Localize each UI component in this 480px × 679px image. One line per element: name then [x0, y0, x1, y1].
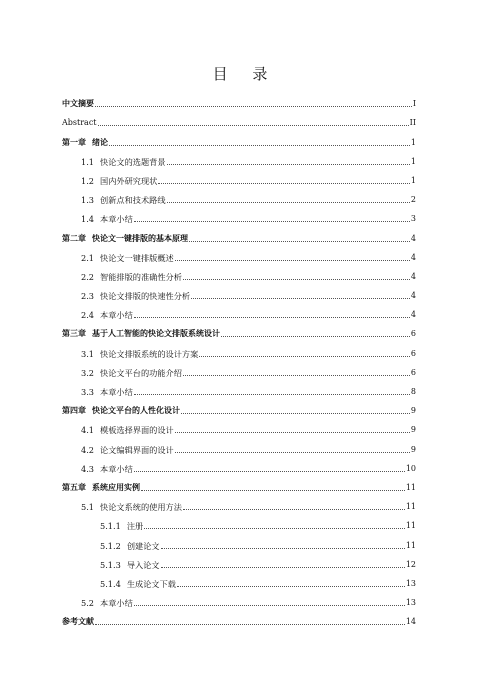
table-of-contents: [62, 90, 416, 627]
dot-leader: [109, 145, 410, 146]
toc-entry[interactable]: [62, 244, 416, 263]
dot-leader: [175, 452, 410, 453]
toc-entry-label: 创建论文: [126, 540, 160, 551]
toc-entry-label: 国内外研究现状: [100, 175, 158, 186]
toc-entry-label: 快论文排版系统的设计方案: [100, 348, 199, 359]
toc-entry[interactable]: [62, 435, 416, 454]
toc-entry-label: 快论文排版的快速性分析: [100, 291, 191, 302]
dot-leader: [183, 279, 410, 280]
toc-entry-label: 导入论文: [126, 559, 160, 570]
toc-entry-label: 论文编辑界面的设计: [100, 444, 174, 455]
toc-entry-page-number: 14: [405, 617, 416, 627]
toc-entry-number: 5.1.3: [100, 559, 121, 570]
dot-leader: [175, 432, 410, 433]
toc-entry[interactable]: [62, 282, 416, 301]
toc-entry[interactable]: [62, 608, 416, 627]
toc-entry-label: 绪论: [92, 137, 108, 147]
toc-entry-page-number: 11: [405, 521, 416, 531]
toc-entry-label: 快论文平台的功能介绍: [100, 367, 182, 378]
toc-entry-number: 5.1.1: [100, 521, 121, 532]
dot-leader: [221, 336, 410, 337]
toc-entry[interactable]: [62, 167, 416, 186]
toc-entry-label: 本章小结: [100, 387, 133, 397]
dot-leader: [134, 605, 405, 606]
toc-entry-label: 注册: [126, 521, 144, 532]
toc-entry-label: 本章小结: [100, 310, 133, 321]
toc-entry-page-number: 4: [410, 291, 416, 301]
toc-entry-number: 1.2: [81, 175, 95, 186]
dot-leader: [134, 221, 410, 222]
dot-leader: [95, 106, 412, 107]
toc-entry-page-number: 6: [410, 348, 416, 358]
toc-entry-page-number: 9: [410, 444, 416, 454]
toc-entry[interactable]: [62, 474, 416, 493]
toc-entry-label: 生成论文下载: [126, 578, 176, 589]
toc-entry-page-number: 11: [405, 502, 416, 512]
toc-entry-number: 3.2: [81, 367, 95, 378]
toc-entry[interactable]: [62, 455, 416, 474]
toc-entry-label: 创新点和技术路线: [100, 195, 166, 206]
toc-entry[interactable]: [62, 186, 416, 205]
dot-leader: [167, 164, 410, 165]
toc-entry-label: 本章小结: [100, 463, 133, 474]
dot-leader: [177, 586, 405, 587]
toc-entry-number: 第三章: [62, 329, 86, 339]
toc-entry-number: 4.2: [81, 444, 95, 455]
toc-entry-label: 快论文平台的人性化设计: [92, 406, 180, 416]
toc-entry-number: 5.1.4: [100, 578, 121, 589]
toc-entry-page-number: 9: [410, 425, 416, 435]
dot-leader: [183, 509, 405, 510]
toc-entry-number: 2.2: [81, 271, 95, 282]
toc-entry[interactable]: [62, 512, 416, 531]
dot-leader: [141, 490, 405, 491]
dot-leader: [158, 183, 410, 184]
toc-entry[interactable]: [62, 224, 416, 243]
toc-entry-page-number: 4: [410, 271, 416, 281]
toc-entry-page-number: 13: [405, 598, 416, 608]
toc-entry-label: 快论文一键排版概述: [100, 252, 174, 263]
dot-leader: [181, 413, 410, 414]
toc-entry-page-number: 8: [410, 387, 416, 396]
dot-leader: [167, 202, 410, 203]
toc-entry-number: 1.1: [81, 156, 95, 167]
dot-leader: [175, 260, 410, 261]
toc-entry[interactable]: [62, 359, 416, 378]
toc-entry-label: Abstract: [62, 118, 97, 128]
toc-entry-page-number: 9: [410, 406, 416, 416]
toc-entry[interactable]: [62, 320, 416, 339]
toc-entry[interactable]: [62, 531, 416, 550]
toc-entry[interactable]: [62, 205, 416, 224]
toc-entry[interactable]: [62, 109, 416, 128]
toc-entry-number: 1.4: [81, 214, 95, 225]
toc-entry-label: 快论文一键排版的基本原理: [92, 233, 188, 243]
toc-entry-page-number: 6: [410, 329, 416, 339]
toc-entry-number: 3.1: [81, 348, 95, 359]
toc-entry-number: 5.1: [81, 502, 95, 513]
toc-entry-number: 4.1: [81, 425, 95, 436]
toc-entry-label: 智能排版的准确性分析: [100, 271, 182, 282]
toc-entry-label: 系统应用实例: [92, 482, 140, 492]
dot-leader: [183, 375, 410, 376]
dot-leader: [134, 471, 405, 472]
dot-leader: [134, 394, 410, 395]
dot-leader: [144, 528, 405, 529]
toc-entry[interactable]: [62, 301, 416, 320]
dot-leader: [161, 567, 405, 568]
toc-title: 目 录: [212, 65, 278, 83]
toc-entry-page-number: II: [409, 118, 416, 128]
toc-entry-label: 本章小结: [100, 214, 133, 225]
toc-entry[interactable]: [62, 378, 416, 397]
toc-entry-page-number: 12: [405, 559, 416, 569]
toc-entry-number: 5.2: [81, 598, 95, 609]
dot-leader: [134, 317, 410, 318]
dot-leader: [199, 356, 410, 357]
toc-entry-number: 3.3: [81, 387, 95, 397]
toc-entry-page-number: 4: [410, 252, 416, 262]
toc-entry-number: 2.4: [81, 310, 95, 321]
toc-entry[interactable]: [62, 90, 416, 109]
dot-leader: [189, 241, 410, 242]
toc-entry-label: 模板选择界面的设计: [100, 425, 174, 436]
toc-entry-number: 1.3: [81, 195, 95, 206]
toc-entry[interactable]: [62, 416, 416, 435]
toc-entry-page-number: 11: [405, 482, 416, 492]
toc-entry-number: 第五章: [62, 482, 86, 492]
toc-entry-label: 本章小结: [100, 598, 133, 609]
toc-entry[interactable]: [62, 148, 416, 167]
toc-entry[interactable]: [62, 493, 416, 512]
toc-entry-number: 5.1.2: [100, 540, 121, 551]
toc-entry[interactable]: [62, 570, 416, 589]
dot-leader: [98, 125, 409, 126]
dot-leader: [191, 298, 410, 299]
toc-entry-page-number: 4: [410, 233, 416, 243]
toc-entry-label: 参考文献: [62, 617, 94, 627]
toc-entry-label: 快论文系统的使用方法: [100, 502, 182, 513]
dot-leader: [161, 548, 405, 549]
toc-entry-page-number: 2: [410, 195, 416, 205]
toc-entry-page-number: 10: [405, 463, 416, 473]
toc-entry-number: 4.3: [81, 463, 95, 474]
toc-entry-number: 第四章: [62, 406, 86, 416]
toc-entry[interactable]: [62, 551, 416, 570]
toc-entry-page-number: 1: [410, 156, 416, 166]
dot-leader: [95, 624, 405, 625]
toc-entry-page-number: 4: [410, 310, 416, 320]
toc-entry-page-number: 1: [410, 137, 416, 147]
toc-entry-page-number: 11: [405, 540, 416, 550]
toc-entry-page-number: 6: [410, 367, 416, 377]
toc-entry-page-number: I: [412, 99, 416, 109]
toc-entry-page-number: 3: [410, 214, 416, 224]
toc-entry[interactable]: [62, 589, 416, 608]
toc-entry-label: 中文摘要: [62, 99, 94, 109]
toc-entry-label: 快论文的选题背景: [100, 156, 166, 167]
toc-entry-page-number: 1: [410, 175, 416, 185]
toc-entry-number: 2.3: [81, 291, 95, 302]
toc-entry[interactable]: [62, 263, 416, 282]
toc-entry[interactable]: [62, 128, 416, 147]
toc-entry-label: 基于人工智能的快论文排版系统设计: [92, 329, 220, 339]
toc-entry-number: 第二章: [62, 233, 86, 243]
toc-entry[interactable]: [62, 397, 416, 416]
toc-entry-number: 2.1: [81, 252, 95, 263]
toc-entry[interactable]: [62, 339, 416, 358]
toc-entry-page-number: 13: [405, 578, 416, 588]
toc-entry-number: 第一章: [62, 137, 86, 147]
